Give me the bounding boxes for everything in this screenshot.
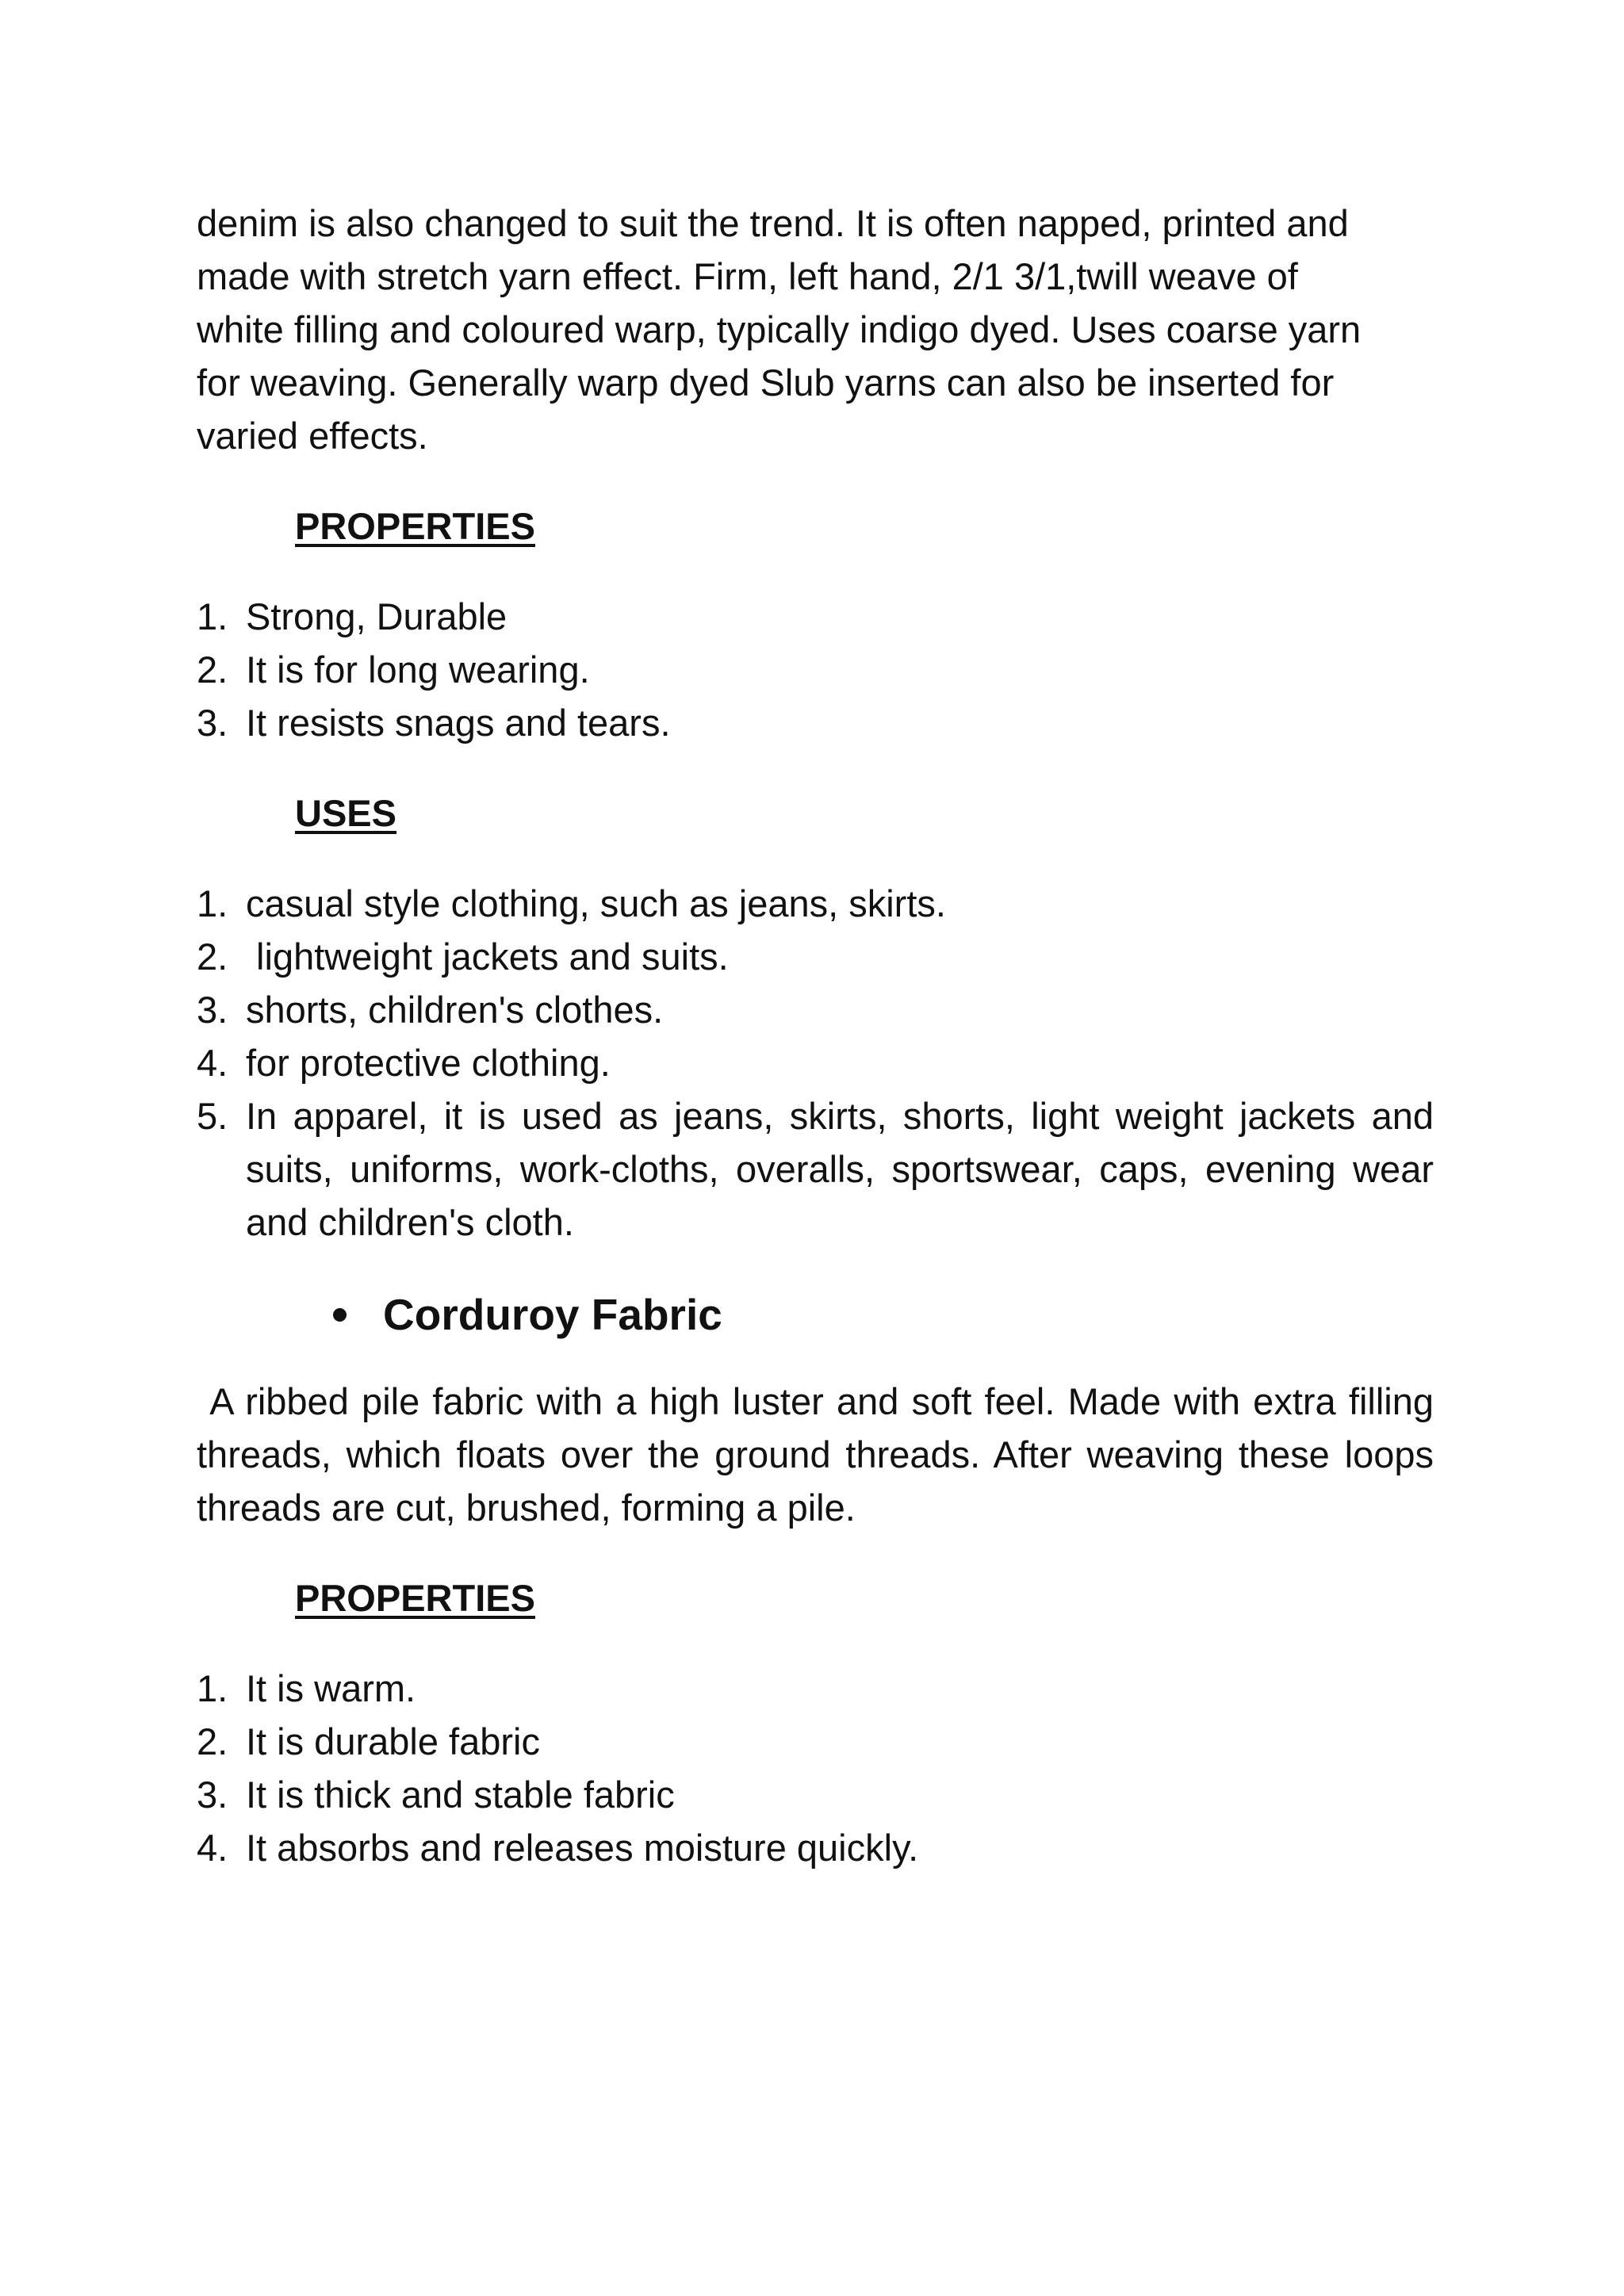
denim-intro-line: white filling and coloured warp, typically indigo dyed. Uses coarse yarn xyxy=(197,308,1362,350)
list-item xyxy=(197,643,1434,696)
denim-intro-line: for weaving. Generally warp dyed Slub yarns can also be inserted for xyxy=(197,362,1335,404)
list-text: lightweight jackets and suits. xyxy=(246,936,729,978)
denim-intro-line: made with stretch yarn effect. Firm, left hand, 2/1 3/1,twill weave of xyxy=(197,255,1298,297)
list-item xyxy=(197,983,1434,1036)
list-number: 4. xyxy=(197,1827,228,1869)
bullet-icon xyxy=(333,1308,347,1322)
list-item xyxy=(197,1089,1434,1249)
list-text: Strong, Durable xyxy=(246,595,508,637)
list-number: 5. xyxy=(197,1095,228,1137)
list-text: casual style clothing, such as jeans, skirts. xyxy=(246,882,946,924)
list-number: 3. xyxy=(197,1774,228,1816)
list-number: 2. xyxy=(197,936,228,978)
list-text: for protective clothing. xyxy=(246,1042,611,1084)
denim-intro-line: varied effects. xyxy=(197,415,428,457)
list-text: In apparel, it is used as jeans, skirts, shorts, light weight jackets and suits, uniforms, work-cloths, overalls, sportswear, caps, evening wear and children's cloth. xyxy=(246,1095,1434,1243)
list-number: 2. xyxy=(197,1720,228,1762)
list-text: It is thick and stable fabric xyxy=(246,1774,675,1816)
list-item xyxy=(197,1821,1434,1874)
corduroy-description: A ribbed pile fabric with a high luster and soft feel. Made with extra filling threads, which floats over the ground threads. After weaving these loops threads are cut, brushed, forming a pile. xyxy=(197,1380,1445,1529)
list-text: It is durable fabric xyxy=(246,1720,540,1762)
denim-intro-paragraph xyxy=(197,197,1434,462)
list-number: 3. xyxy=(197,702,228,744)
list-item xyxy=(197,1768,1434,1821)
list-item xyxy=(197,1036,1434,1089)
corduroy-heading-text: Corduroy Fabric xyxy=(383,1290,722,1339)
list-item xyxy=(197,1662,1434,1715)
denim-uses-list xyxy=(197,877,1434,1249)
denim-uses-heading: USES xyxy=(295,792,396,834)
corduroy-properties-list xyxy=(197,1662,1434,1874)
list-number: 4. xyxy=(197,1042,228,1084)
list-text: shorts, children's clothes. xyxy=(246,989,664,1031)
list-item xyxy=(197,930,1434,983)
list-item xyxy=(197,696,1434,749)
list-text: It is for long wearing. xyxy=(246,649,590,691)
list-number: 1. xyxy=(197,882,228,924)
denim-properties-heading: PROPERTIES xyxy=(295,505,535,547)
corduroy-heading xyxy=(197,1286,1434,1343)
corduroy-properties-heading: PROPERTIES xyxy=(295,1577,535,1619)
list-number: 3. xyxy=(197,989,228,1031)
list-text: It resists snags and tears. xyxy=(246,702,671,744)
list-number: 1. xyxy=(197,595,228,637)
denim-properties-list xyxy=(197,590,1434,749)
list-text: It absorbs and releases moisture quickly. xyxy=(246,1827,919,1869)
list-number: 1. xyxy=(197,1667,228,1709)
list-item xyxy=(197,590,1434,643)
list-item xyxy=(197,1715,1434,1768)
document-page xyxy=(197,197,1445,1874)
list-item xyxy=(197,877,1434,930)
list-number: 2. xyxy=(197,649,228,691)
denim-intro-line: denim is also changed to suit the trend. It is often napped, printed and xyxy=(197,202,1349,244)
list-text: It is warm. xyxy=(246,1667,416,1709)
